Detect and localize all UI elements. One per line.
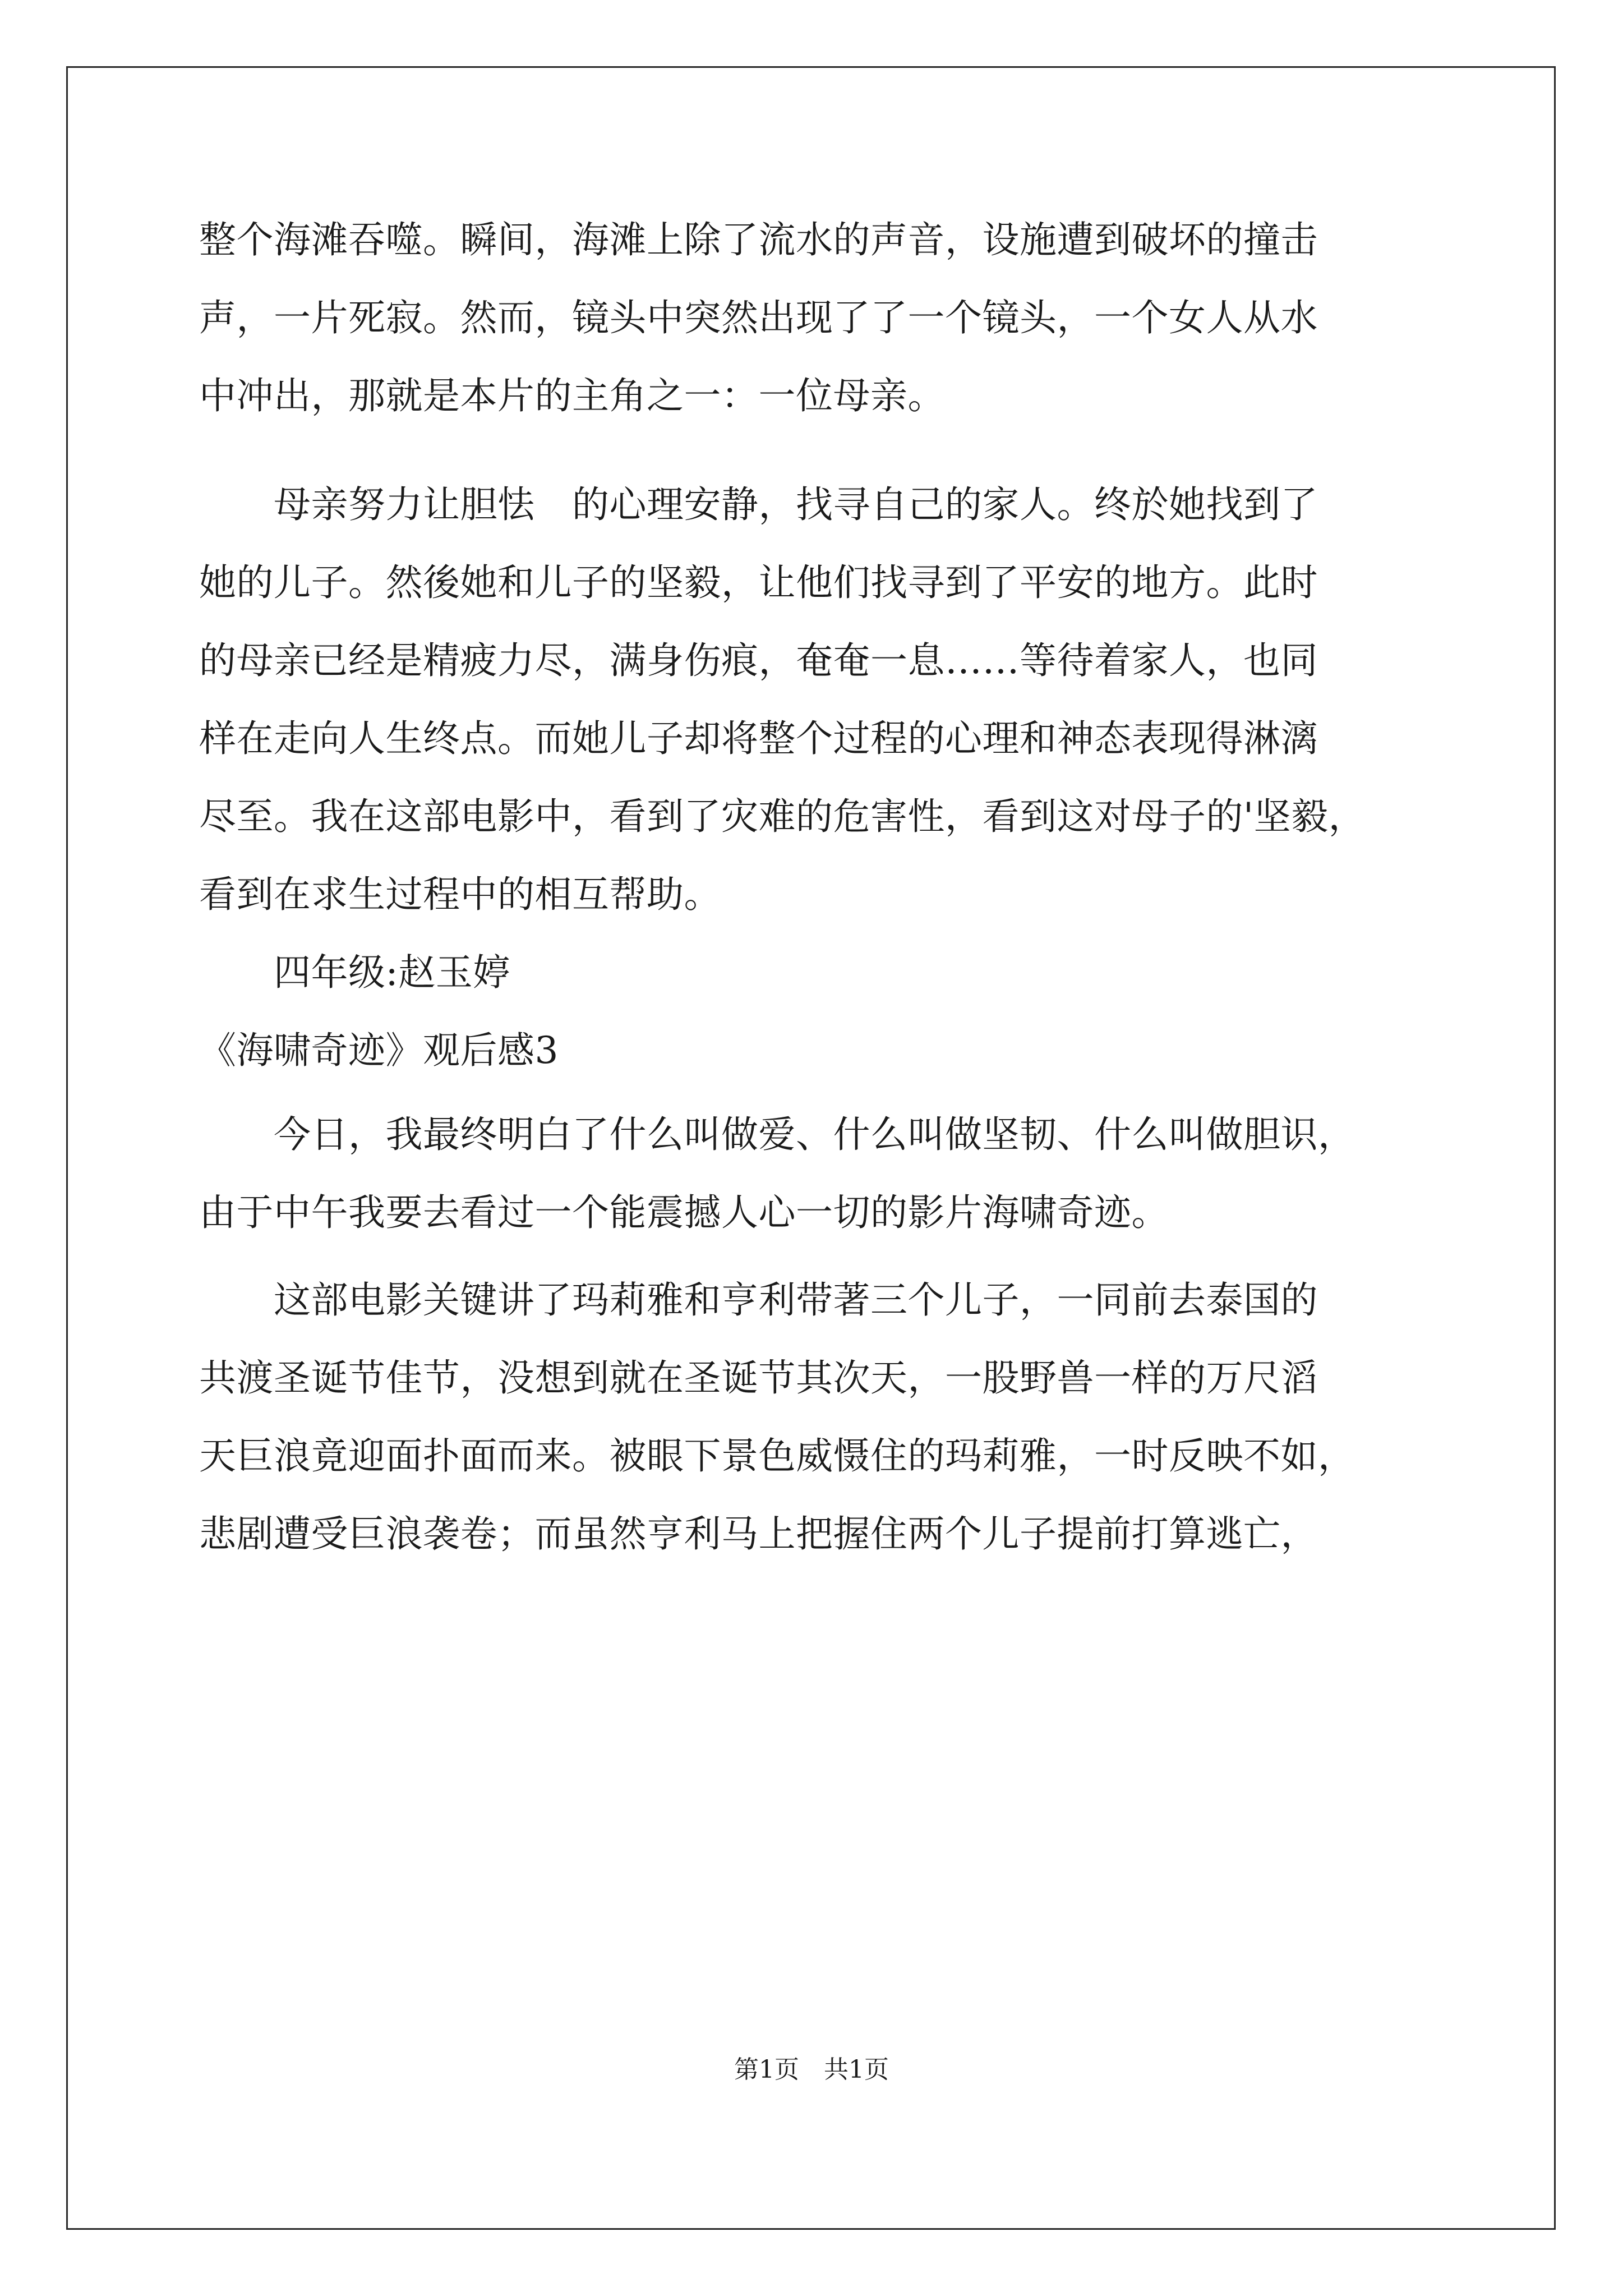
text-line: 天巨浪竟迎面扑面而来。被眼下景色威慑住的玛莉雅，一时反映不如， — [199, 1434, 1355, 1478]
author-line: 四年级:赵玉婷 — [199, 951, 510, 994]
section-title: 《海啸奇迹》观后感3 — [199, 1029, 559, 1072]
text-line: 中冲出，那就是本片的主角之一：一位母亲。 — [199, 374, 945, 417]
text-line: 由于中午我要去看过一个能震撼人心一切的影片海啸奇迹。 — [199, 1191, 1169, 1234]
text-line: 样在走向人生终点。而她儿子却将整个过程的心理和神态表现得淋漓 — [199, 717, 1318, 760]
text-line: 声，一片死寂。然而，镜头中突然出现了了一个镜头，一个女人从水 — [199, 296, 1318, 339]
text-line: 她的儿子。然後她和儿子的坚毅，让他们找寻到了平安的地方。此时 — [199, 561, 1318, 604]
text-line: 尽至。我在这部电影中，看到了灾难的危害性，看到这对母子的'坚毅， — [199, 795, 1366, 838]
text-line: 这部电影关键讲了玛莉雅和亨利带著三个儿子，一同前去泰国的 — [199, 1278, 1318, 1322]
text-line: 看到在求生过程中的相互帮助。 — [199, 873, 721, 916]
text-line: 的母亲已经是精疲力尽，满身伤痕，奄奄一息……等待着家人，也同 — [199, 639, 1318, 682]
text-line: 悲剧遭受巨浪袭卷；而虽然亨利马上把握住两个儿子提前打算逃亡， — [199, 1512, 1318, 1556]
text-line: 共渡圣诞节佳节，没想到就在圣诞节其次天，一股野兽一样的万尺滔 — [199, 1356, 1318, 1400]
text-line: 整个海滩吞噬。瞬间，海滩上除了流水的声音，设施遭到破坏的撞击 — [199, 218, 1318, 261]
page-footer: 第1页 共1页 — [734, 2055, 889, 2084]
text-line: 母亲努力让胆怯 的心理安静，找寻自己的家人。终於她找到了 — [199, 483, 1318, 526]
text-line: 今日，我最终明白了什么叫做爱、什么叫做坚韧、什么叫做胆识， — [199, 1113, 1355, 1156]
